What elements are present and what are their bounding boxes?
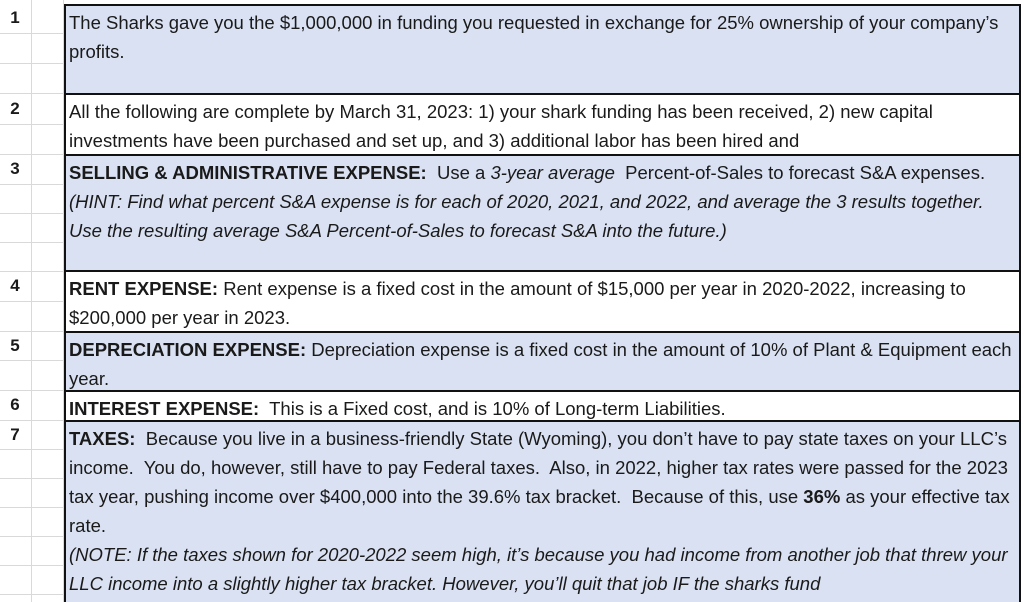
cell-label: DEPRECIATION EXPENSE:	[69, 339, 307, 360]
gridline	[0, 331, 63, 332]
cell-label: SELLING & ADMINISTRATIVE EXPENSE:	[69, 162, 427, 183]
cell-text	[69, 274, 1016, 332]
row-number: 4	[10, 276, 20, 295]
row-number: 3	[10, 159, 20, 178]
gridline	[0, 63, 63, 64]
cell-text-part: This is a Fixed cost, and is 10% of Long-term Liabilities.	[259, 398, 726, 419]
gridline	[0, 507, 63, 508]
note-cell-completion[interactable]	[64, 93, 1021, 156]
note-cell-selling-admin-expense[interactable]	[64, 154, 1021, 272]
cell-note: (NOTE: If the taxes shown for 2020-2022 seem high, it’s because you had income from another job that threw your LLC income into a slightly higher tax bracket. However, you’ll quit that job IF the sharks fund	[69, 544, 1008, 594]
cell-text-part: Depreciation expense is a fixed cost in the amount of 10% of Plant & Equipment each year.	[69, 339, 1017, 389]
gridline	[0, 301, 63, 302]
gridline	[0, 242, 63, 243]
cell-text	[69, 394, 1016, 422]
cell-text	[69, 158, 1016, 187]
row-number: 5	[10, 336, 20, 355]
cell-label: TAXES:	[69, 428, 136, 449]
cell-text-italic: 3-year average	[490, 162, 615, 183]
gridline	[0, 420, 63, 421]
gridline	[0, 213, 63, 214]
gridline	[0, 33, 63, 34]
gridline	[0, 565, 63, 566]
cell-text-part: as your effective tax rate.	[69, 486, 1010, 536]
note-cell-depreciation-expense[interactable]	[64, 331, 1021, 392]
gridline	[0, 594, 63, 595]
row-number: 1	[10, 8, 20, 27]
cell-text: All the following are complete by March 31, 2023: 1) your shark funding has been received, 2) new capital investments have been purchased and set up, and 3) additional labor has been hired and	[69, 101, 933, 151]
gridline	[0, 390, 63, 391]
row-number: 6	[10, 395, 20, 414]
cell-text-part: Because you live in a business-friendly State (Wyoming), you don’t have to pay state taxes on your LLC’s income. You do, however, still have to pay Federal taxes. Also, in 2022, higher tax rates were passed for the 2023 tax year, pushing income over $400,000 into the 39.6% tax bracket. Because of this, use	[69, 428, 1014, 507]
gridline	[0, 536, 63, 537]
gridline	[0, 124, 63, 125]
cell-text-part: Percent-of-Sales to forecast S&A expenses.	[614, 162, 986, 183]
gridline	[0, 271, 63, 272]
cell-text-part: Rent expense is a fixed cost in the amount of $15,000 per year in 2020-2022, increasing to $200,000 per year in 2023.	[69, 278, 971, 328]
cell-text-part: Use a	[426, 162, 491, 183]
note-cell-interest-expense[interactable]	[64, 390, 1021, 422]
cell-label: RENT EXPENSE:	[69, 278, 219, 299]
row-number: 7	[10, 425, 20, 444]
cell-hint: (HINT: Find what percent S&A expense is for each of 2020, 2021, and 2022, and average the 3 results together. Use the resulting average S&A Percent-of-Sales to forecast S&A into the future.)	[69, 191, 984, 241]
note-cell-taxes[interactable]	[64, 420, 1021, 602]
note-cell-rent-expense[interactable]	[64, 270, 1021, 333]
gridline	[0, 93, 63, 94]
note-cell-funding[interactable]	[64, 4, 1021, 95]
gridline	[0, 478, 63, 479]
gridline	[0, 449, 63, 450]
gridline	[0, 154, 63, 155]
row-number: 2	[10, 99, 20, 118]
cell-text	[69, 335, 1016, 392]
cell-text	[69, 424, 1016, 540]
gridline	[0, 184, 63, 185]
gridline	[0, 360, 63, 361]
cell-text: The Sharks gave you the $1,000,000 in funding you requested in exchange for 25% ownership of your company’s profits.	[69, 12, 999, 62]
tax-rate-value: 36%	[803, 486, 841, 507]
cell-label: INTEREST EXPENSE:	[69, 398, 260, 419]
